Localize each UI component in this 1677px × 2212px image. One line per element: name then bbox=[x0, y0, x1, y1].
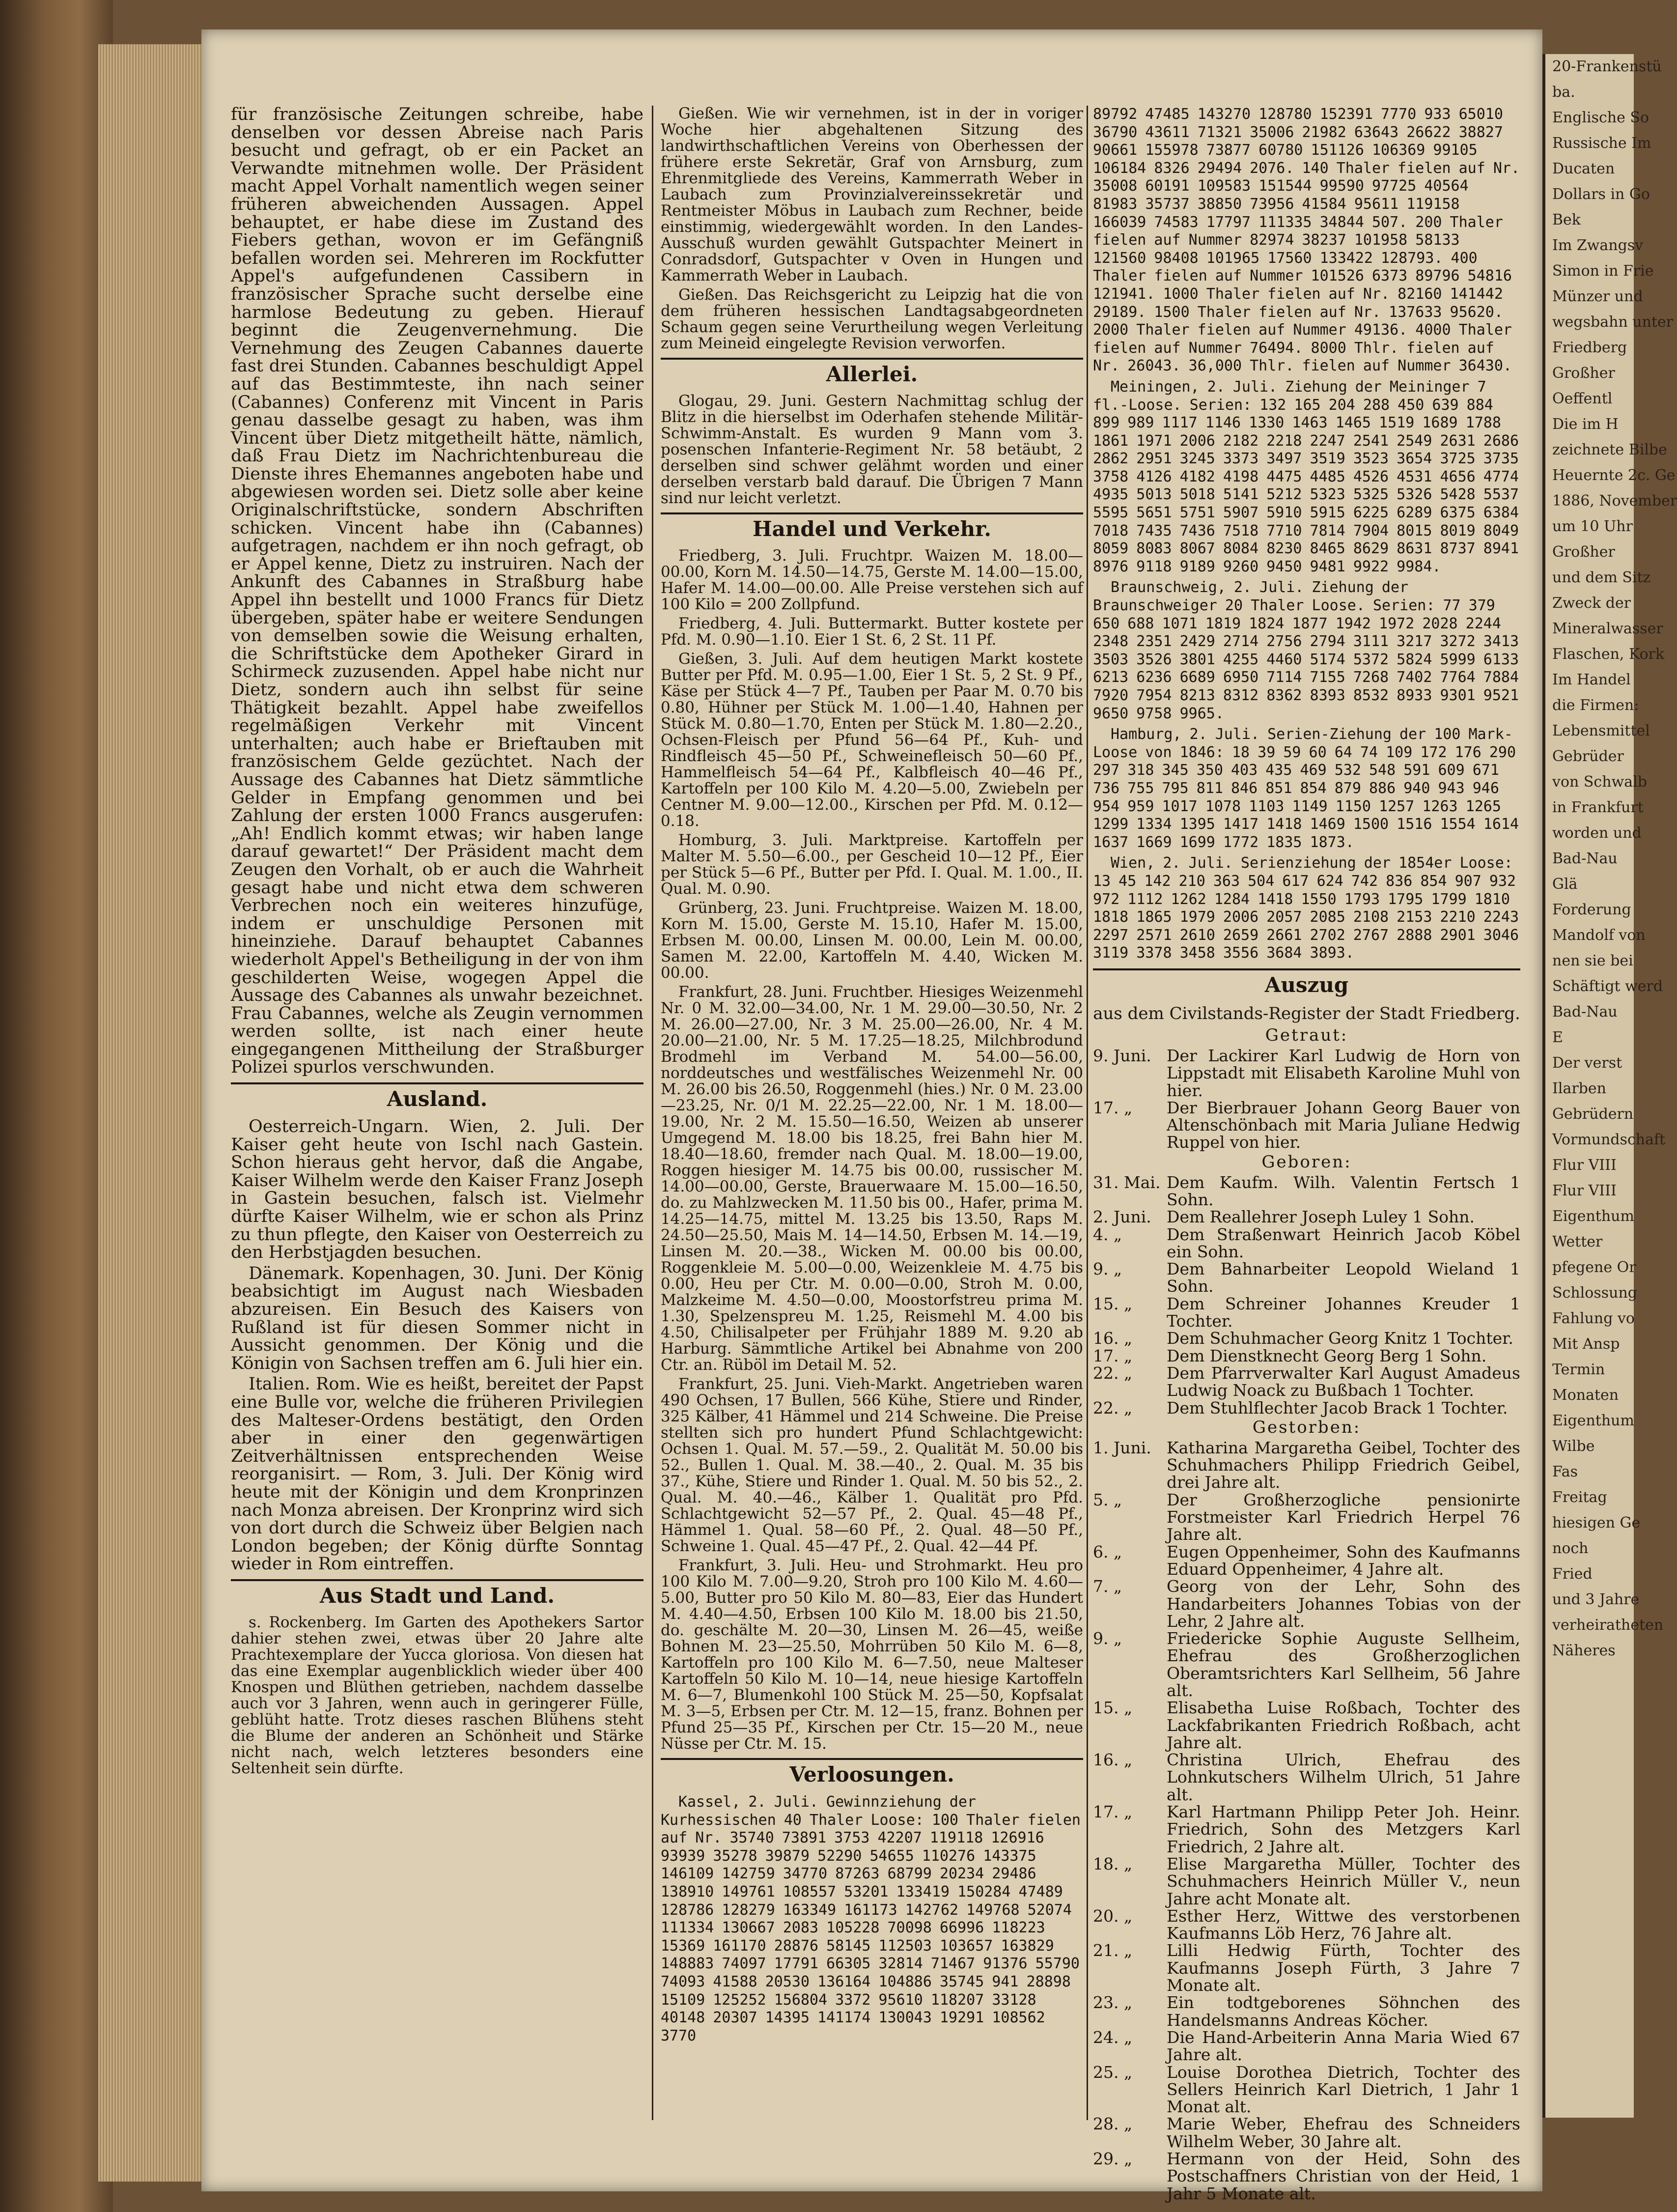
lottery-meiningen: Meiningen, 2. Juli. Ziehung der Meininger 7 fl.-Loose. Serien: 132 165 204 288 450 639 884 899 989 1117 1146 1330 1463 1465 1519 1689 1788 1861 1971 2006 2182 2218 2247 2541 2549 2631 2686 2862 2951 3245 3373 3497 3519 3523 3654 3725 3735 3758 4126 4182 4198 4475 4485 4526 4531 4656 4774 4935 5013 5018 5141 5212 5323 5325 5326 5428 5537 5595 5651 5751 5907 5910 5915 6225 6289 6375 6384 7018 7435 7436 7518 7710 7814 7904 8015 8019 8049 8059 8083 8067 8084 8230 8465 8629 8631 8737 8941 8976 9118 9189 9260 9450 9481 9922 9984. bbox=[1093, 378, 1519, 575]
adjacent-page-line: worden und bbox=[1552, 824, 1642, 842]
adjacent-page-line: noch bbox=[1552, 1540, 1589, 1557]
adjacent-page-line: Bek bbox=[1552, 211, 1581, 228]
column-1 bbox=[231, 106, 643, 1780]
adjacent-page-line: Dollars in Go bbox=[1552, 186, 1650, 203]
adjacent-page-line: die Firmen: bbox=[1552, 697, 1639, 714]
register-text: Dem Bahnarbeiter Leopold Wieland 1 Sohn. bbox=[1167, 1259, 1520, 1296]
register-date: 6. „ bbox=[1093, 1542, 1122, 1561]
adjacent-page-line: ba. bbox=[1552, 84, 1575, 101]
register-text: Ein todtgeborenes Söhnchen des Handelsmanns Andreas Köcher. bbox=[1167, 1993, 1520, 2030]
register-date: 21. „ bbox=[1093, 1941, 1133, 1960]
adjacent-page-line: E bbox=[1552, 1029, 1563, 1046]
adjacent-page-line: in Frankfurt bbox=[1552, 799, 1644, 816]
register-date: 22. „ bbox=[1093, 1363, 1133, 1383]
register-date: 15. „ bbox=[1093, 1294, 1133, 1313]
register-text: Louise Dorothea Dietrich, Tochter des Sellers Heinrich Karl Dietrich, 1 Jahr 1 Monat alt. bbox=[1167, 2062, 1520, 2117]
geboren-list bbox=[1093, 1174, 1520, 1417]
register-entry bbox=[1093, 1208, 1520, 1225]
register-entry bbox=[1093, 1994, 1520, 2029]
register-text: Esther Herz, Wittwe des verstorbenen Kaufmanns Löb Herz, 76 Jahre alt. bbox=[1167, 1906, 1520, 1943]
adjacent-page-line: hiesigen Ge bbox=[1552, 1514, 1641, 1531]
adjacent-page-line: Wetter bbox=[1552, 1233, 1603, 1250]
market-friedberg-butter: Friedberg, 4. Juli. Buttermarkt. Butter kostete per Pfd. M. 0.90—1.10. Eier 1 St. 6, 2 St. 11 Pf. bbox=[661, 615, 1083, 649]
adjacent-page-line: Zweck der bbox=[1552, 595, 1631, 612]
register-text: Dem Dienstknecht Georg Berg 1 Sohn. bbox=[1167, 1346, 1487, 1365]
adjacent-page-line: Gebrüder bbox=[1552, 748, 1624, 765]
auszug-subtitle: aus dem Civilstands-Register der Stadt Friedberg. bbox=[1093, 1003, 1520, 1023]
register-text: Dem Stuhlflechter Jacob Brack 1 Tochter. bbox=[1167, 1398, 1508, 1418]
register-entry bbox=[1093, 1295, 1520, 1330]
adjacent-page-line: Termin bbox=[1552, 1361, 1605, 1378]
adjacent-page-line: Näheres bbox=[1552, 1642, 1616, 1659]
adjacent-page-line: Eigenthum bbox=[1552, 1208, 1634, 1225]
article-glogau: Glogau, 29. Juni. Gestern Nachmittag schlug der Blitz in die hierselbst im Oderhafen stehende Militär-Schwimm-Anstalt. Es wurden 9 Mann vom 3. posenschen Infanterie-Regiment Nr. 58 betäubt, 2 derselben sind schwer gelähmt worden und einer derselben verstarb bald darauf. Die Übrigen 7 Mann sind nur leicht verletzt. bbox=[661, 392, 1083, 507]
article-giessen-verein: Gießen. Wie wir vernehmen, ist in der in voriger Woche hier abgehaltenen Sitzung des landwirthschaftlichen Vereins von Oberhessen der frühere erste Sekretär, Graf von Arnsburg, zum Ehrenmitgliede des Vereins, Kammerrath Weber in Laubach zum Provinzialvereinssekretär und Rentmeister Möbus in Laubach zum Rechner, beide einstimmig, wiedergewählt worden. In den Landes-Ausschuß wurden gewählt Gutspachter Meinert in Conradsdorf, Gutspachter v Oven in Hungen und Kammerrath Weber in Laubach. bbox=[661, 105, 1083, 284]
register-entry bbox=[1093, 1399, 1520, 1417]
register-text: Der Großherzogliche pensionirte Forstmeister Karl Friedrich Herpel 76 Jahre alt. bbox=[1167, 1490, 1520, 1544]
register-entry bbox=[1093, 1047, 1520, 1099]
adjacent-page-line: Bad-Nau bbox=[1552, 850, 1618, 867]
register-date: 28. „ bbox=[1093, 2114, 1133, 2134]
register-date: 4. „ bbox=[1093, 1224, 1122, 1244]
register-date: 29. „ bbox=[1093, 2149, 1133, 2169]
register-entry bbox=[1093, 1907, 1520, 1942]
adjacent-page-line: Großher bbox=[1552, 365, 1615, 382]
book-spine bbox=[0, 0, 113, 2212]
register-date: 31. Mai. bbox=[1093, 1172, 1161, 1192]
adjacent-page-line: Flur VIII bbox=[1552, 1157, 1617, 1174]
market-frankfurt-heu: Frankfurt, 3. Juli. Heu- und Strohmarkt. Heu pro 100 Kilo M. 7.00—9.20, Stroh pro 100 Kilo M. 4.60—5.00, Butter pro 50 Kilo M. 80—83, Eier das Hundert M. 4.40—4.50, Erbsen 100 Kilo M. 18.00 bis 21.50, do. geschälte M. 20—30, Linsen M. 26—45, weiße Bohnen M. 23—25.50, Mohrrüben 50 Kilo M. 6—8, Kartoffeln pro 100 Kilo M. 6—7.50, neue Malteser Kartoffeln 50 Kilo M. 10—14, neue hiesige Kartoffeln M. 6—7, Blumenkohl 100 Stück M. 25—50, Kopfsalat M. 3—5, Erbsen per Ctr. M. 12—15, franz. Bohnen per Pfund 25—35 Pf., Kirschen per Ctr. 15—20 M., neue Nüsse per Ctr. M. 15. bbox=[661, 1557, 1083, 1753]
adjacent-page-line: verheiratheten bbox=[1552, 1616, 1664, 1634]
register-text: Dem Kaufm. Wilh. Valentin Fertsch 1 Sohn. bbox=[1167, 1172, 1520, 1209]
register-entry bbox=[1093, 1226, 1520, 1261]
section-heading-allerlei: Allerlei. bbox=[661, 358, 1083, 387]
register-date: 2. Juni. bbox=[1093, 1207, 1151, 1227]
register-entry bbox=[1093, 1699, 1520, 1751]
article-italien: Italien. Rom. Wie es heißt, bereitet der Papst eine Bulle vor, welche die früheren Privilegien des Malteser-Ordens bestätigt, den Orden aber in einer den gegenwärtigen Zeitverhältnissen entsprechenden Weise reorganisirt. — Rom, 3. Juli. Der König wird heute mit der Königin und dem Kronprinzen nach Monza abreisen. Der Kronprinz wird sich von dort durch die Schweiz über Belgien nach London begeben; der König dürfte Sonntag wieder in Rom eintreffen. bbox=[231, 1374, 643, 1574]
register-text: Der Lackirer Karl Ludwig de Horn von Lippstadt mit Elisabeth Karoline Muhl von hier. bbox=[1167, 1046, 1520, 1100]
gestorben-list bbox=[1093, 1439, 1520, 2202]
market-giessen: Gießen, 3. Juli. Auf dem heutigen Markt kostete Butter per Pfd. M. 0.95—1.00, Eier 1 St. 5, 2 St. 9 Pf., Käse per Stück 4—7 Pf., Tauben per Paar M. 0.70 bis 0.80, Hühner per Stück M. 1.00—1.40, Hahnen per Stück M. 0.80—1.70, Enten per Stück M. 1.80—2.20., Ochsen-Fleisch per Pfund 56—64 Pf., Kuh- und Rindfleisch 45—50 Pf., Schweinefleisch 50—60 Pf., Hammelfleisch 54—64 Pf., Kalbfleisch 40—46 Pf., Kartoffeln per 100 Kilo M. 4.20—5.00, Zwiebeln per Centner M. 9.00—12.00., Kirschen per Pfd. M. 0.12—0.18. bbox=[661, 650, 1083, 830]
register-entry bbox=[1093, 1942, 1520, 1994]
market-gruenberg: Grünberg, 23. Juni. Fruchtpreise. Waizen M. 18.00, Korn M. 15.00, Gerste M. 15.10, Hafer M. 15.00, Erbsen M. 00.00, Linsen M. 00.00, Lein M. 00.00, Samen M. 22.00, Kartoffeln M. 4.40, Wicken M. 00.00. bbox=[661, 899, 1083, 982]
register-entry bbox=[1093, 1364, 1520, 1399]
adjacent-page-line: Schlossung bbox=[1552, 1284, 1637, 1302]
adjacent-page-line: Bad-Nau bbox=[1552, 1003, 1618, 1021]
adjacent-page-line: wegsbahn unter bbox=[1552, 313, 1674, 331]
adjacent-page-line: und dem Sitz bbox=[1552, 569, 1651, 586]
adjacent-page-line: von Schwalb bbox=[1552, 773, 1647, 791]
article-trial-continuation: für französische Zeitungen schreibe, habe denselben vor dessen Abreise nach Paris besucht und gefragt, ob er ein Packet an Verwandte mitnehmen wolle. Der Präsident macht Appel Vorhalt namentlich wegen seiner früheren abweichenden Aussagen. Appel behauptet, er habe diese im Zustand des Fiebers gethan, wovon er im Gefängniß befallen worden sei. Mehreren im Rockfutter Appel's aufgefundenen Cassibern in französischer Sprache sucht derselbe eine harmlose Bedeutung zu geben. Hierauf beginnt die Zeugenvernehmung. Die Vernehmung des Zeugen Cabannes dauerte fast drei Stunden. Cabannes beschuldigt Appel auf das Bestimmteste, ihn nach seiner (Cabannes) Conferenz mit Vincent in Paris genau dasselbe gesagt zu haben, was ihm Vincent über Dietz mitgetheilt hätte, nämlich, daß Frau Dietz im Nachrichtenbureau die Dienste ihres Ehemannes angeboten habe und abgewiesen worden sei. Dietz solle aber keine Originalschriftstücke, sondern Abschriften schicken. Vincent habe ihn (Cabannes) aufgetragen, nachdem er ihn noch gefragt, ob er Appel kenne, Dietz zu instruiren. Nach der Ankunft des Cabannes in Straßburg habe Appel ihn bestellt und 1000 Francs für Dietz übergeben, später habe er weitere Sendungen von demselben sowie die Weisung erhalten, die Schriftstücke dem Apotheker Girard in Schirmeck zuzusenden. Appel habe nicht nur Dietz, sondern auch ihn selbst für seine Thätigkeit bezahlt. Appel habe zweifellos regelmäßigen Verkehr mit Vincent unterhalten; auch habe er Brieftauben mit französischem Gelde gezüchtet. Nach der Aussage des Cabannes hat Dietz sämmtliche Gelder in Empfang genommen und bei Zahlung der ersten 1000 Francs ausgerufen: „Ah! Endlich kommt etwas; wir haben lange darauf gewartet!“ Der Präsident macht dem Zeugen den Vorhalt, ob er auch die Wahrheit gesagt habe und nicht etwa dem schweren Verbrechen noch ein weiteres hinzufüge, indem er unschuldige Personen mit hineinziehe. Darauf behauptet Cabannes wiederholt Appel's Betheiligung in der von ihm geschilderten Weise, wogegen Appel die Aussage des Cabannes als unwahr bezeichnet. Frau Cabannes, welche als Zeugin vernommen werden sollte, ist nach einer heute eingegangenen Mittheilung der Straßburger Polizei spurlos verschwunden. bbox=[231, 105, 643, 1078]
register-text: Elisabetha Luise Roßbach, Tochter des Lackfabrikanten Friedrich Roßbach, acht Jahre alt. bbox=[1167, 1698, 1520, 1752]
register-entry bbox=[1093, 1855, 1520, 1907]
register-entry bbox=[1093, 1491, 1520, 1543]
lottery-kassel: Kassel, 2. Juli. Gewinnziehung der Kurhessischen 40 Thaler Loose: 100 Thaler fielen auf Nr. 35740 73891 3753 42207 119118 126916 93939 35278 39879 52290 54655 110276 143375 146109 142759 34770 87263 68799 20234 29486 138910 149761 108557 53201 133419 150284 47489 128786 128279 163349 161173 142762 149768 52074 111334 130667 2083 105228 70098 66996 118223 15369 161170 28876 58145 112503 103657 163829 148883 74097 17791 66305 32814 71467 91376 55790 74093 41588 20530 136164 104886 35745 941 28898 15109 125252 156804 3372 95610 118207 33128 40148 20307 14395 141174 130043 19291 108562 3770 bbox=[661, 1793, 1081, 2044]
adjacent-page-line: nen sie bei bbox=[1552, 952, 1633, 969]
adjacent-page-line: Schäftigt werd bbox=[1552, 978, 1663, 995]
register-date: 9. Juni. bbox=[1093, 1046, 1151, 1065]
register-entry bbox=[1093, 1439, 1520, 1491]
adjacent-page-line: und 3 Jahre bbox=[1552, 1591, 1640, 1608]
adjacent-page-line: Fas bbox=[1552, 1463, 1578, 1480]
register-text: Lilli Hedwig Fürth, Tochter des Kaufmanns Joseph Fürth, 3 Jahre 7 Monate alt. bbox=[1167, 1941, 1520, 1995]
register-date: 1. Juni. bbox=[1093, 1438, 1151, 1457]
adjacent-page-line: Heuernte 2c. Ge bbox=[1552, 467, 1676, 484]
section-heading-handel: Handel und Verkehr. bbox=[661, 512, 1083, 542]
market-frankfurt-vieh: Frankfurt, 25. Juni. Vieh-Markt. Angetrieben waren 490 Ochsen, 17 Bullen, 566 Kühe, Stiere und Rinder, 325 Kälber, 41 Hämmel und 214 Schweine. Die Preise stellten sich pro hundert Pfund Schlachtgewicht: Ochsen 1. Qual. M. 57.—59., 2. Qualität M. 50.00 bis 52., Bullen 1. Qual. M. 38.—40., 2. Qual. M. 35 bis 37., Kühe, Stiere und Rinder 1. Qual. M. 50 bis 52., 2. Qual. M. 40.—46., Kälber 1. Qualität pro Pfd. Schlachtgewicht 52—57 Pf., 2. Qual. 45—48 Pf., Hämmel 1. Qual. 58—60 Pf., 2. Qual. 48—50 Pf., Schweine 1. Qual. 45—47 Pf., 2. Qual. 42—44 Pf. bbox=[661, 1375, 1083, 1555]
section-heading-ausland: Ausland. bbox=[231, 1082, 643, 1112]
register-text: Der Bierbrauer Johann Georg Bauer von Altenschönbach mit Maria Juliane Hedwig Ruppel von hier. bbox=[1167, 1098, 1520, 1152]
column-rule bbox=[652, 106, 653, 2120]
register-entry bbox=[1093, 2150, 1520, 2202]
adjacent-page-line: um 10 Uhr bbox=[1552, 518, 1633, 535]
register-entry bbox=[1093, 1347, 1520, 1364]
market-frankfurt-frucht: Frankfurt, 28. Juni. Fruchtber. Hiesiges Weizenmehl Nr. 0 M. 32.00—34.00, Nr. 1 M. 29.00—30.50, Nr. 2 M. 26.00—27.00, Nr. 3 M. 25.00—26.00, Nr. 4 M. 20.00—21.00, Nr. 5 M. 17.25—18.25, Milchbrodund Brodmehl im Verband M. 54.00—56.00, norddeutsches und westfälisches Weizenmehl Nr. 00 M. 26.00 bis 26.50, Roggenmehl (hies.) Nr. 0 M. 23.00—23.25, Nr. 0/1 M. 22.25—22.00, Nr. 1 M. 18.00—19.00, Nr. 2 M. 15.50—16.50, Weizen ab unserer Umgegend M. 18.00 bis 18.25, frei Bahn hier M. 18.40—18.60, fremder nach Qual. M. 18.00—19.00, Roggen hiesiger M. 14.75 bis 00.00, russischer M. 14.00—00.00, Gerste, Brauerwaare M. 15.00—16.50, do. zu Mahlzwecken M. 11.50 bis 00., Hafer, prima M. 14.25—14.75, mittel M. 13.25 bis 13.50, Raps M. 24.50—25.50, Mais M. 14—14.50, Erbsen M. 14.—19, Linsen M. 20.—38., Wicken M. 00.00 bis 00.00, Roggenkleie M. 5.00—0.00, Weizenkleie M. 4.75 bis 0.00, Heu per Ctr. M. 0.00—0.00, Stroh M. 0.00, Malzkeime M. 4.50—0.00, Moostorfstreu prima M. 1.30, Spelzenspreu M. 1.25, Reismehl M. 4.00 bis 4.50, Chilisalpeter per Frühjahr 1889 M. 9.20 ab Harburg. Sämmtliche Artikel bei Abnahme von 200 Ctr. an. Rüböl im Detail M. 52. bbox=[661, 983, 1083, 1374]
adjacent-page-line: Im Zwangsv bbox=[1552, 237, 1644, 254]
register-date: 15. „ bbox=[1093, 1698, 1133, 1718]
register-text: Katharina Margaretha Geibel, Tochter des Schuhmachers Philipp Friedrich Geibel, drei Jahre alt. bbox=[1167, 1438, 1520, 1492]
register-entry bbox=[1093, 1099, 1520, 1151]
article-giessen-reichsgericht: Gießen. Das Reichsgericht zu Leipzig hat die von dem früheren hessischen Landtagsabgeordneten Schaum gegen seine Verurtheilung wegen Verleitung zum Meineid eingelegte Revision verworfen. bbox=[661, 286, 1083, 352]
register-text: Elise Margaretha Müller, Tochter des Schuhmachers Heinrich Müller V., neun Jahre acht Monate alt. bbox=[1167, 1854, 1520, 1908]
market-homburg: Homburg, 3. Juli. Marktpreise. Kartoffeln per Malter M. 5.50—6.00., per Gescheid 10—12 Pf., Eier per Stück 5—6 Pf., Butter per Pfd. I. Qual. M. 1.00., II. Qual. M. 0.90. bbox=[661, 831, 1083, 898]
register-text: Dem Reallehrer Joseph Luley 1 Sohn. bbox=[1167, 1207, 1475, 1227]
register-text: Eugen Oppenheimer, Sohn des Kaufmanns Eduard Oppenheimer, 4 Jahre alt. bbox=[1167, 1542, 1520, 1579]
section-heading-stadt-land: Aus Stadt und Land. bbox=[231, 1579, 643, 1609]
adjacent-page-line: Gebrüdern bbox=[1552, 1106, 1634, 1123]
column-rule bbox=[1087, 106, 1088, 2120]
register-text: Die Hand-Arbeiterin Anna Maria Wied 67 Jahre alt. bbox=[1167, 2027, 1520, 2065]
register-text: Dem Schuhmacher Georg Knitz 1 Tochter. bbox=[1167, 1329, 1513, 1348]
register-entry bbox=[1093, 1174, 1520, 1209]
adjacent-page-line: zeichnete Bilbe bbox=[1552, 441, 1667, 458]
register-date: 22. „ bbox=[1093, 1398, 1133, 1418]
register-text: Christina Ulrich, Ehefrau des Lohnkutschers Wilhelm Ulrich, 51 Jahre alt. bbox=[1167, 1750, 1520, 1804]
getraut-list bbox=[1093, 1047, 1520, 1151]
adjacent-page-line: Vormundschaft bbox=[1552, 1131, 1666, 1148]
adjacent-page-line: Im Handel bbox=[1552, 671, 1631, 688]
register-date: 16. „ bbox=[1093, 1329, 1133, 1348]
adjacent-page-line: Monaten bbox=[1552, 1387, 1619, 1404]
adjacent-page-line: Mineralwasser bbox=[1552, 620, 1663, 637]
register-date: 24. „ bbox=[1093, 2027, 1133, 2047]
lottery-wien: Wien, 2. Juli. Serienziehung der 1854er Loose: 13 45 142 210 363 504 617 624 742 836 854 907 932 972 1112 1262 1284 1418 1550 1793 1795 1799 1810 1818 1865 1979 2006 2057 2085 2108 2153 2210 2243 2297 2571 2610 2659 2661 2702 2767 2888 2901 3046 3119 3378 3458 3556 3684 3893. bbox=[1093, 854, 1519, 962]
adjacent-page-line: Englische So bbox=[1552, 109, 1649, 126]
article-rockenberg: s. Rockenberg. Im Garten des Apothekers Sartor dahier stehen zwei, etwas über 20 Jahre alte Prachtexemplare der Yucca gloriosa. Von diesen hat das eine Exemplar augenblicklich wieder über 400 Knospen und Blüthen getrieben, nachdem dasselbe auch vor 3 Jahren, wenn auch in geringerer Fülle, geblüht hatte. Trotz dieses raschen Blühens steht die Blume der anderen an Schönheit und Stärke nicht nach, welch letzteres besonders eine Seltenheit sein dürfte. bbox=[231, 1613, 643, 1777]
register-entry bbox=[1093, 2064, 1520, 2116]
register-entry bbox=[1093, 1751, 1520, 1803]
register-date: 20. „ bbox=[1093, 1906, 1133, 1926]
adjacent-page-line: Mit Ansp bbox=[1552, 1335, 1620, 1353]
column-3 bbox=[1093, 106, 1520, 2202]
adjacent-page-line: Freitag bbox=[1552, 1489, 1607, 1506]
register-entry bbox=[1093, 1578, 1520, 1630]
adjacent-page-line: Glä bbox=[1552, 876, 1578, 893]
adjacent-page-line: Ilarben bbox=[1552, 1080, 1606, 1097]
page-edges bbox=[98, 44, 211, 2182]
section-heading-auszug: Auszug bbox=[1093, 968, 1520, 998]
register-entry bbox=[1093, 1330, 1520, 1347]
register-date: 17. „ bbox=[1093, 1346, 1133, 1365]
adjacent-page-line: Eigenthum bbox=[1552, 1412, 1634, 1429]
register-entry bbox=[1093, 1803, 1520, 1855]
getraut-heading: Getraut: bbox=[1265, 1025, 1348, 1045]
register-text: Dem Pfarrverwalter Karl August Amadeus Ludwig Noack zu Bußbach 1 Tochter. bbox=[1167, 1363, 1520, 1400]
adjacent-page-line: Lebensmittel bbox=[1552, 722, 1650, 739]
article-oesterreich: Oesterreich-Ungarn. Wien, 2. Juli. Der Kaiser geht heute von Ischl nach Gastein. Schon hieraus geht hervor, daß die Angabe, Kaiser Wilhelm werde den Kaiser Franz Joseph in Gastein besuchen, falsch ist. Vielmehr dürfte Kaiser Wilhelm, wie er schon als Prinz zu thun pflegte, den Kaiser von Oesterreich zu den Herbstjagden besuchen. bbox=[231, 1117, 643, 1263]
lottery-hamburg: Hamburg, 2. Juli. Serien-Ziehung der 100 Mark-Loose von 1846: 18 39 59 60 64 74 109 172 176 290 297 318 345 350 403 435 469 532 548 591 609 671 736 755 795 811 846 851 854 879 886 940 943 946 954 959 1017 1078 1103 1149 1150 1257 1263 1265 1299 1334 1395 1417 1418 1469 1500 1516 1554 1614 1637 1669 1699 1772 1835 1873. bbox=[1093, 726, 1519, 851]
register-text: Friedericke Sophie Auguste Sellheim, Ehefrau des Großherzoglichen Oberamtsrichters Karl Sellheim, 56 Jahre alt. bbox=[1167, 1629, 1520, 1700]
section-heading-verloosungen: Verloosungen. bbox=[661, 1758, 1083, 1787]
geboren-heading: Geboren: bbox=[1261, 1152, 1352, 1172]
adjacent-page-line: Oeffentl bbox=[1552, 390, 1613, 407]
adjacent-page-line: Forderung bbox=[1552, 901, 1631, 918]
register-text: Marie Weber, Ehefrau des Schneiders Wilhelm Weber, 30 Jahre alt. bbox=[1167, 2114, 1520, 2151]
adjacent-page-line: Der verst bbox=[1552, 1054, 1622, 1072]
register-date: 17. „ bbox=[1093, 1098, 1133, 1117]
market-friedberg-frucht: Friedberg, 3. Juli. Fruchtpr. Waizen M. 18.00—00.00, Korn M. 14.50—14.75, Gerste M. 14.00—15.00, Hafer M. 14.00—00.00. Alle Preise verstehen sich auf 100 Kilo = 200 Zollpfund. bbox=[661, 547, 1083, 613]
register-date: 17. „ bbox=[1093, 1802, 1133, 1822]
adjacent-page-line: 1886, November bbox=[1552, 492, 1677, 510]
register-entry bbox=[1093, 1543, 1520, 1578]
adjacent-page-line: Fried bbox=[1552, 1565, 1593, 1583]
adjacent-page-line: Großher bbox=[1552, 543, 1615, 561]
lottery-braunschweig: Braunschweig, 2. Juli. Ziehung der Braunschweiger 20 Thaler Loose. Serien: 77 379 650 688 1071 1819 1824 1877 1942 1972 2028 2244 2348 2351 2429 2714 2756 2794 3111 3217 3272 3413 3503 3526 3801 4255 4460 5174 5372 5824 5999 6133 6213 6236 6689 6950 7114 7155 7268 7402 7764 7884 7920 7954 8213 8312 8362 8393 8532 8933 9301 9521 9650 9758 9965. bbox=[1093, 579, 1519, 722]
register-date: 9. „ bbox=[1093, 1629, 1122, 1648]
register-entry bbox=[1093, 2029, 1520, 2064]
register-text: Dem Schreiner Johannes Kreuder 1 Tochter. bbox=[1167, 1294, 1520, 1331]
article-daenemark: Dänemark. Kopenhagen, 30. Juni. Der König beabsichtigt im August nach Wiesbaden abzureisen. Ein Besuch des Kaisers von Rußland ist für diesen Sommer nicht in Aussicht genommen. Der König und die Königin von Sachsen treffen am 6. Juli hier ein. bbox=[231, 1263, 643, 1373]
register-date: 25. „ bbox=[1093, 2062, 1133, 2082]
register-date: 23. „ bbox=[1093, 1993, 1133, 2013]
adjacent-page-line: Münzer und bbox=[1552, 288, 1643, 305]
adjacent-page-line: 20-Frankenstü bbox=[1552, 58, 1662, 75]
register-text: Dem Straßenwart Heinrich Jacob Köbel ein Sohn. bbox=[1167, 1224, 1520, 1261]
register-entry bbox=[1093, 2115, 1520, 2150]
adjacent-page-line: Wilbe bbox=[1552, 1438, 1595, 1455]
column-2 bbox=[661, 106, 1083, 2048]
adjacent-page-line: Flur VIII bbox=[1552, 1182, 1617, 1199]
register-date: 9. „ bbox=[1093, 1259, 1122, 1279]
register-date: 5. „ bbox=[1093, 1490, 1122, 1509]
register-text: Georg von der Lehr, Sohn des Handarbeiters Johannes Tobias von der Lehr, 2 Jahre alt. bbox=[1167, 1577, 1520, 1631]
adjacent-page-line: Friedberg bbox=[1552, 339, 1627, 356]
adjacent-page-line: Mandolf von bbox=[1552, 927, 1646, 944]
adjacent-page-line: Fahlung vo bbox=[1552, 1310, 1635, 1327]
adjacent-page-line: Die im H bbox=[1552, 416, 1619, 433]
register-text: Karl Hartmann Philipp Peter Joh. Heinr. Friedrich, Sohn des Metzgers Karl Friedrich, 2 Jahre alt. bbox=[1167, 1802, 1520, 1856]
lottery-kassel-continued: 89792 47485 143270 128780 152391 7770 933 65010 36790 43611 71321 35006 21982 63643 26622 38827 90661 155978 73877 60780 151126 106369 99105 106184 8326 29494 2076. 140 Thaler fielen auf Nr. 35008 60191 109583 151544 99590 97725 40564 81983 35737 38850 73956 41584 95611 119158 166039 74583 17797 111335 34844 507. 200 Thaler fielen auf Nummer 82974 38237 101958 58133 121560 98408 101965 17560 133422 128793. 400 Thaler fielen auf Nummer 101526 6373 89796 54816 121941. 1000 Thaler fielen auf Nr. 82160 141442 29189. 1500 Thaler fielen auf Nr. 137633 95620. 2000 Thaler fielen auf Nummer 49136. 4000 Thaler fielen auf Nummer 76494. 8000 Thlr. fielen auf Nr. 26043. 36,000 Thlr. fielen auf Nummer 36430. bbox=[1093, 106, 1520, 375]
register-date: 7. „ bbox=[1093, 1577, 1122, 1596]
adjacent-page-line: Flaschen, Kork bbox=[1552, 646, 1665, 663]
register-text: Hermann von der Heid, Sohn des Postschaffners Christian von der Heid, 1 Jahr 5 Monate alt. bbox=[1167, 2149, 1520, 2203]
register-date: 16. „ bbox=[1093, 1750, 1133, 1770]
adjacent-page-line: Russische Im bbox=[1552, 135, 1651, 152]
adjacent-page-line: Simon in Frie bbox=[1552, 262, 1654, 280]
adjacent-page-line: pfegene Or bbox=[1552, 1259, 1636, 1276]
register-entry bbox=[1093, 1630, 1520, 1699]
adjacent-page-line: Ducaten bbox=[1552, 160, 1615, 177]
register-date: 18. „ bbox=[1093, 1854, 1133, 1873]
adjacent-page-fragment bbox=[1542, 54, 1677, 2118]
gestorben-heading: Gestorben: bbox=[1252, 1417, 1361, 1437]
register-entry bbox=[1093, 1260, 1520, 1295]
